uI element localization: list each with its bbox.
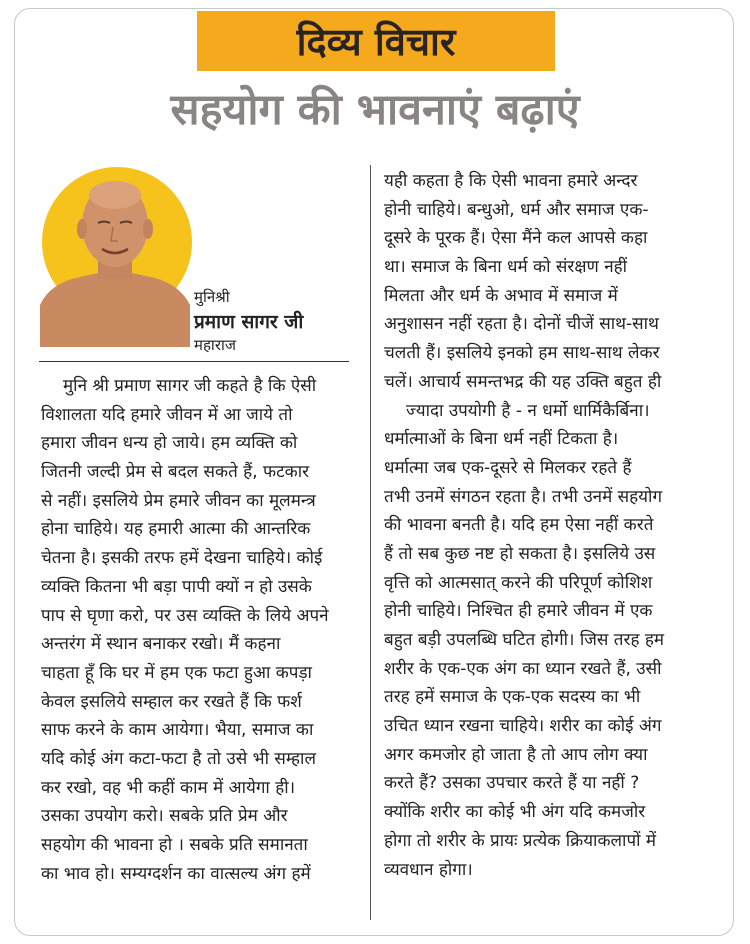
text-line: उचित ध्यान रखना चाहिये। शरीर का कोई अंग: [384, 716, 662, 737]
text-line: मिलता और धर्म के अभाव में समाज में: [384, 285, 618, 306]
text-line: तरह हमें समाज के एक-एक सदस्य का भी: [384, 687, 641, 708]
text-line: करते हैं? उसका उपचार करते हैं या नहीं ?: [384, 773, 640, 794]
text-line: केवल इसलिये सम्हाल कर रखते हैं कि फर्श: [41, 691, 302, 712]
text-line: तभी उनमें संगठन रहता है। तभी उनमें सहयोग: [384, 486, 663, 507]
text-line: होना चाहिये। यह हमारी आत्मा की आन्तरिक: [41, 519, 311, 540]
text-line: बहुत बड़ी उपलब्धि घटित होगी। जिस तरह हम: [384, 630, 665, 650]
text-line: मुनि श्री प्रमाण सागर जी कहते है कि ऐसी: [63, 376, 317, 396]
text-line: उसका उपयोग करो। सबके प्रति प्रेम और: [41, 806, 288, 827]
text-line: विशालता यदि हमारे जीवन में आ जाये तो: [41, 404, 293, 425]
text-line: ज्यादा उपयोगी है - न धर्मो धार्मिकैर्बिना।: [406, 400, 650, 421]
text-line: हैं तो सब कुछ नष्ट हो सकता है। इसलिये उस: [384, 543, 656, 564]
text-line: सहयोग की भावना हो । सबके प्रति समानता: [41, 835, 308, 855]
section-banner: [197, 11, 555, 71]
text-line: होनी चाहिये। बन्धुओ, धर्म और समाज एक-: [384, 199, 649, 220]
text-line: साफ करने के काम आयेगा। भैया, समाज का: [41, 720, 314, 741]
text-line: यही कहता है कि ऐसी भावना हमारे अन्दर: [384, 171, 638, 191]
text-line: का भाव हो। सम्यग्दर्शन का वात्सल्य अंग हमें: [41, 863, 311, 884]
text-line: चलती हैं। इसलिये इनको हम साथ-साथ लेकर: [384, 343, 660, 364]
text-line: था। समाज के बिना धर्म को संरक्षण नहीं: [384, 257, 628, 278]
text-line: से नहीं। इसलिये प्रेम हमारे जीवन का मूलमन्त्र: [41, 490, 316, 511]
author-photo: [40, 165, 185, 347]
text-line: होगा तो शरीर के प्रायः प्रत्येक क्रियाकलापों में: [384, 830, 657, 851]
text-line: चलें। आचार्य समन्तभद्र की यह उक्ति बहुत ही: [384, 371, 662, 392]
text-line: यदि कोई अंग कटा-फटा है तो उसे भी सम्हाल: [41, 748, 316, 769]
text-line: चाहता हूँ कि घर में हम एक फटा हुआ कपड़ा: [41, 662, 312, 683]
text-line: धर्मात्मा जब एक-दूसरे से मिलकर रहते हैं: [384, 457, 632, 478]
byline-divider: [39, 361, 349, 362]
text-line: जितनी जल्दी प्रेम से बदल सकते हैं, फटकार: [41, 462, 310, 483]
text-line: की भावना बनती है। यदि हम ऐसा नहीं करते: [384, 515, 654, 536]
author-suffix: महाराज: [194, 336, 236, 354]
text-line: अनुशासन नहीं रहता है। दोनों चीजें साथ-साथ: [384, 314, 659, 335]
article-column-right: [384, 167, 714, 884]
text-line: क्योंकि शरीर का कोई भी अंग यदि कमजोर: [384, 802, 646, 823]
text-line: कर रखो, वह भी कहीं काम में आयेगा ही।: [41, 777, 296, 798]
section-label: दिव्य विचार: [296, 20, 456, 64]
monk-portrait-image: [40, 165, 190, 347]
text-line: व्यवधान होगा।: [384, 859, 473, 880]
text-line: अन्तरंग में स्थान बनाकर रखो। मैं कहना: [41, 634, 281, 655]
author-prefix: मुनिश्री: [194, 288, 230, 306]
column-divider: [370, 165, 371, 920]
text-line: पाप से घृणा करो, पर उस व्यक्ति के लिये अपने: [41, 605, 329, 626]
text-line: चेतना है। इसकी तरफ हमें देखना चाहिये। कोई: [41, 548, 323, 569]
text-line: अगर कमजोर हो जाता है तो आप लोग क्या: [384, 744, 648, 765]
text-line: दूसरे के पूरक हैं। ऐसा मैंने कल आपसे कहा: [384, 228, 648, 249]
author-name: प्रमाण सागर जी: [194, 311, 304, 333]
text-line: व्यक्ति कितना भी बड़ा पापी क्यों न हो उसके: [41, 576, 312, 597]
text-line: धर्मात्माओं के बिना धर्म नहीं टिकता है।: [384, 429, 619, 450]
text-line: वृत्ति को आत्मसात् करने की परिपूर्ण कोशिश: [384, 572, 653, 593]
text-line: हमारा जीवन धन्य हो जाये। हम व्यक्ति को: [41, 433, 298, 454]
article-headline: सहयोग की भावनाएं बढ़ाएं: [170, 85, 580, 135]
text-line: शरीर के एक-एक अंग का ध्यान रखते हैं, उसी: [384, 658, 662, 679]
text-line: होनी चाहिये। निश्चित ही हमारे जीवन में एक: [384, 601, 653, 622]
article-column-left: [41, 372, 357, 888]
